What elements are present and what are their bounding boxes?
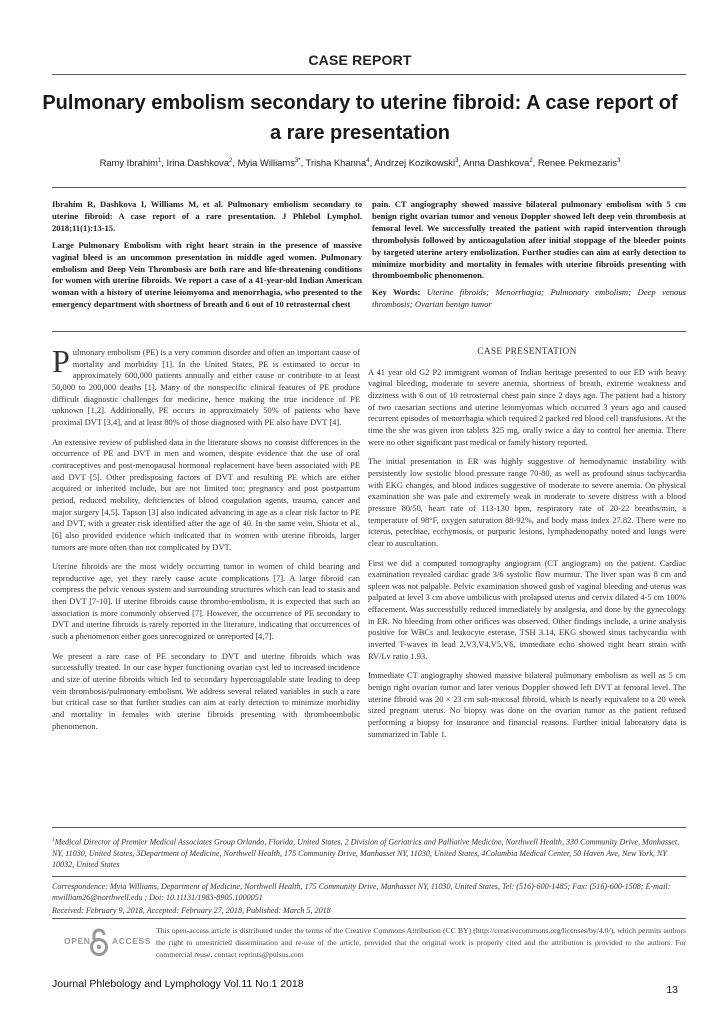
keywords <box>372 287 686 311</box>
section-heading: CASE PRESENTATION <box>477 347 577 357</box>
author: Ramy Ibrahim <box>99 157 158 168</box>
abstract-text-continued: pain. CT angiography showed massive bilateral pulmonary embolism with 5 cm benign right ovarian tumor and venous Doppler showed left deep vein thrombosis at femoral level. We successfully treated the patient with rapid intervention through thrombolysis followed by anticoagulation after initial stoppage of the bleeder points by targeted uterine artery embolization. Further studies can aim at early detection to minimize morbidity and mortality in females with uterine fibroids presenting with thromboembolic phenomenon. <box>372 199 686 281</box>
section-label: CASE REPORT <box>308 52 412 68</box>
paragraph: First we did a computed tomography angiogram (CT angiogram) on the patient. Cardiac examination revealed cardiac grade 3/6 systolic flow murmur. The liver span was 8 cm and spleen was not palpable. Pelvic examination showed gush of vaginal bleeding and uterus was palpated at level 3 cm above umbilicus with prolapsed uterus and cervix dilated 4-5 cm 100% effacement. Was successfully reduced immediately by analgesia, and done by the gynecology in ER. No bleeding from other orifices was observed. Other findings include, a urine analysis positive for WBCs and leukocyte esterase, TSH 3.14, EKG showed sinus tachycardia with inverted T-waves in lead 2,V3,V4,V5,V6, immediate echo showed right heart strain with RV/Lv ratio 1.93. <box>368 557 686 661</box>
access-label: ACCESS <box>112 936 152 946</box>
author-list <box>30 157 690 168</box>
paragraph: We present a rare case of PE secondary to DVT and uterine fibroids which was successfully treated. In our case hyper functioning ovarian cyst led to increased incidence and size of uterine fibroids which led to secondary hypercoagulable state leading to deep vein thrombosis/pulmonary embolism. We address several related variables in such a rare but critical case so that further studies can aim at early detection to minimize morbidity and mortality in females with uterine fibroids presenting with thromboembolic phenomenon. <box>52 650 360 731</box>
author-sep: , <box>369 157 375 168</box>
paragraph: A 41 year old G2 P2 immigrant woman of Indian heritage presented to our ED with heavy vaginal bleeding, moderate to severe anemia, shortness of breath, extreme weakness and dizziness with 6 out of 10 retrosternal chest pain since 2 days ago. The patient had a history of two caesarian sections and uterine leiomyomas which occurred 3 years ago and caused recurrent episodes of menorrhagia which required 2 packed red blood cell transfusions. At the time the she was given iron tablets 325 mg, orally twice a day to control her anemia. There were no other significant past medical or family history reported. <box>368 366 686 447</box>
affiliations-text: Medical Director of Premier Medical Associates Group Orlando, Florida, United States, 2 Division of Geriatrics and Palliative Medicine, Northwell Health, 330 Community Drive, Manhasset, NY, 11030, United States, 3Department of Medicine, Northwell Health, 175 Community Drive, Manhasset NY, 11030, United States, 4Columbia Medical Center, 50 Haven Ave, New York, NY 10032, United States <box>52 837 680 870</box>
page-footer <box>52 978 686 996</box>
citation: Ibrahim R, Dashkova I, Williams M, et al. Pulmonary embolism secondary to uterine fibroid: A case report of a rare presentation. J Phlebol Lymphol. 2018;11(1):13-15. <box>52 199 362 233</box>
paragraph: Uterine fibroids are the most widely occurring tumor in women of child bearing and reproductive age, yet they rarely cause acute complications [7]. A large fibroid can compress the pelvic venous system and surrounding structures which can lead to stasis and then DVT [7-10]. If uterine fibroids cause thrombo-embolism, it is expected that such an association is more commonly observed [7]. However, the occurrence of PE secondary to DVT and uterine fibroids is rarely reported in the literature, indicating that occurrences of such a phenomenon either goes unrecognized or unreported [4,7]. <box>52 561 360 642</box>
author: Anna Dashkova <box>463 157 530 168</box>
author-sup: 2 <box>229 157 233 164</box>
divider <box>52 187 686 188</box>
author-sep: , <box>300 157 306 168</box>
paragraph: The initial presentation in ER was highly suggestive of hemodynamic instability with persistently low systolic blood pressure range 70-80, as well as profound sinus tachycardia with EKG changes, and blood indices suggestive of moderate to severe anemia. On physical examination she was pale and extremely weak in moderate to severe distress with a blood pressure 80/50, heart rate of 113-130 bpm, respiratory rate of 20-22 breaths/min, a temperature of 98°F, oxygen saturation 88-92%, and body mass index 27.82. There were no icterus, petechiae, ecchymosis, or purpuric lesions, lymphadenopathy noted and lungs were clear to auscultation. <box>368 456 686 548</box>
body-right-column <box>368 347 686 748</box>
abstract-text: Large Pulmonary Embolism with right heart strain in the presence of massive vaginal bleed is an uncommon presentation in middle aged women. Pulmonary embolism and Deep Vein Thrombosis are both rare and life-threatening conditions for women with uterine fibroids. We report a case of a 41-year-old Indian American woman with a history of uterine leiomyoma and menorrhagia, who presented to the emergency department with shortness of breath and 6 out of 10 retrosternal chest <box>52 239 362 310</box>
author: Andrzej Kozikowski <box>374 157 456 168</box>
author-sup: 3 <box>617 157 621 164</box>
body-left-column <box>52 343 360 740</box>
divider <box>52 918 686 919</box>
drop-cap: P <box>52 343 70 379</box>
author-sup: 3* <box>294 157 301 164</box>
author-sep: , <box>232 157 238 168</box>
author: Irina Dashkova <box>166 157 230 168</box>
paragraph: Immediate CT angiography showed massive bilateral pulmonary embolism as well as 5 cm benign right ovarian tumor and later venous Doppler showed left DVT at femoral level. The uterine fibroid was 20 × 23 cm sub-mucosal fibroid, which is nearly equivalent to a 20 week sized pregnant uterus. No biopsy was done on the ovarian tumor as the patient refused performing a biopsy for insurance and financial reasons. Further initial laboratory data is summarized in Table 1. <box>368 670 686 739</box>
paragraph <box>52 343 360 429</box>
open-access-lock-icon <box>88 927 110 957</box>
dates: Received: February 9, 2018, Accepted: February 27, 2018, Published: March 5, 2018 <box>52 906 331 915</box>
author-sup: 4 <box>366 157 370 164</box>
divider <box>52 876 686 877</box>
author: Renee Pekmezaris <box>537 157 618 168</box>
author: Myia Williams <box>237 157 295 168</box>
author-sep: , <box>532 157 538 168</box>
keywords-value: Uterine fibroids; Menorrhagia; Pulmonary embolism; Deep venous thrombosis; Ovarian benign tumor <box>372 287 686 310</box>
article-title: Pulmonary embolism secondary to uterine fibroid: A case report of a rare presentation <box>42 92 678 144</box>
author-sup: 1 <box>157 157 162 164</box>
author-sep: , <box>458 157 464 168</box>
affiliations <box>52 835 686 870</box>
divider <box>52 74 686 75</box>
abstract-left <box>52 199 362 316</box>
author-sup: 2 <box>529 157 533 164</box>
paragraph-text: ulmonary embolism (PE) is a very common disorder and often an important cause of mortality and morbidity [1]. In the United States, PE is estimated to occur in approximately 600,000 patients annually and either cause or contribute to at least 50,000 to 200,000 deaths [1]. Many of the nonspecific clinical features of PE produce difficult diagnostic challenges for medicine, hence making the true incidence of PE unknown [1,2]. Additionally, PE occurs in approximately 50% of patients who have proximal DVT [3,4], and at least 80% of those diagnosed with PE also have DVT [4]. <box>52 347 360 427</box>
keywords-label: Key Words: <box>372 287 421 298</box>
abstract-right <box>372 199 686 316</box>
journal-name: Journal Phlebology and Lymphology Vol.11 No.1 2018 <box>52 978 304 990</box>
author: Trisha Khanna <box>305 157 367 168</box>
license-text: This open-access article is distributed under the terms of the Creative Commons Attribution (CC BY) (http://creativecommons.org/licenses/by/4.0/), which permits authors the right to unrestricted dissemination and re-use of the article, provided that the original work is properly cited and the attribution is provided to the authors. For commercial reuse, contact reprints@pulsus.com <box>156 926 686 959</box>
page-number: 13 <box>666 984 678 996</box>
author-sup: 3 <box>455 157 459 164</box>
paragraph: An extensive review of published data in the literature shows no consist differences in the occurrence of PE and DVT in men and women, despite evidence that the use of oral contraceptives and post-menopausal hormonal replacement have been associated with PE and DVT [5]. Other predisposing factors of DVT and resulting PE which are either acquired or inherited include, but are not limited too; pregnancy and post postpartum period, reduced mobility, deficiencies of blood coagulation agents, trauma, cancer and major surgery [4,5]. Tapson [3] also indicated advancing in age as a clear risk factor to PE and DVT, with a greater risk identified after the age of 40. In the same vein, Shiota et al., [6] also provided evidence which indicated that in women with uterine fibroids, larger tumors are more often than not complicated by DVT. <box>52 436 360 552</box>
open-access-label: OPEN <box>64 936 91 946</box>
correspondence: Correspondence: Myia Williams, Department of Medicine, Northwell Health, 175 Community Drive, Manhasset NY, 11030, United States, Tel: (516)-600-1485; Fax: (516)-600-1508; E-mail: mwilliam26@northwell.edu ; Doi: 10.11131/1983-8905.1000051 <box>52 882 671 903</box>
author-sep: , <box>161 157 167 168</box>
divider <box>52 827 686 828</box>
affiliation-sup: 1 <box>52 837 55 843</box>
divider <box>52 331 686 332</box>
